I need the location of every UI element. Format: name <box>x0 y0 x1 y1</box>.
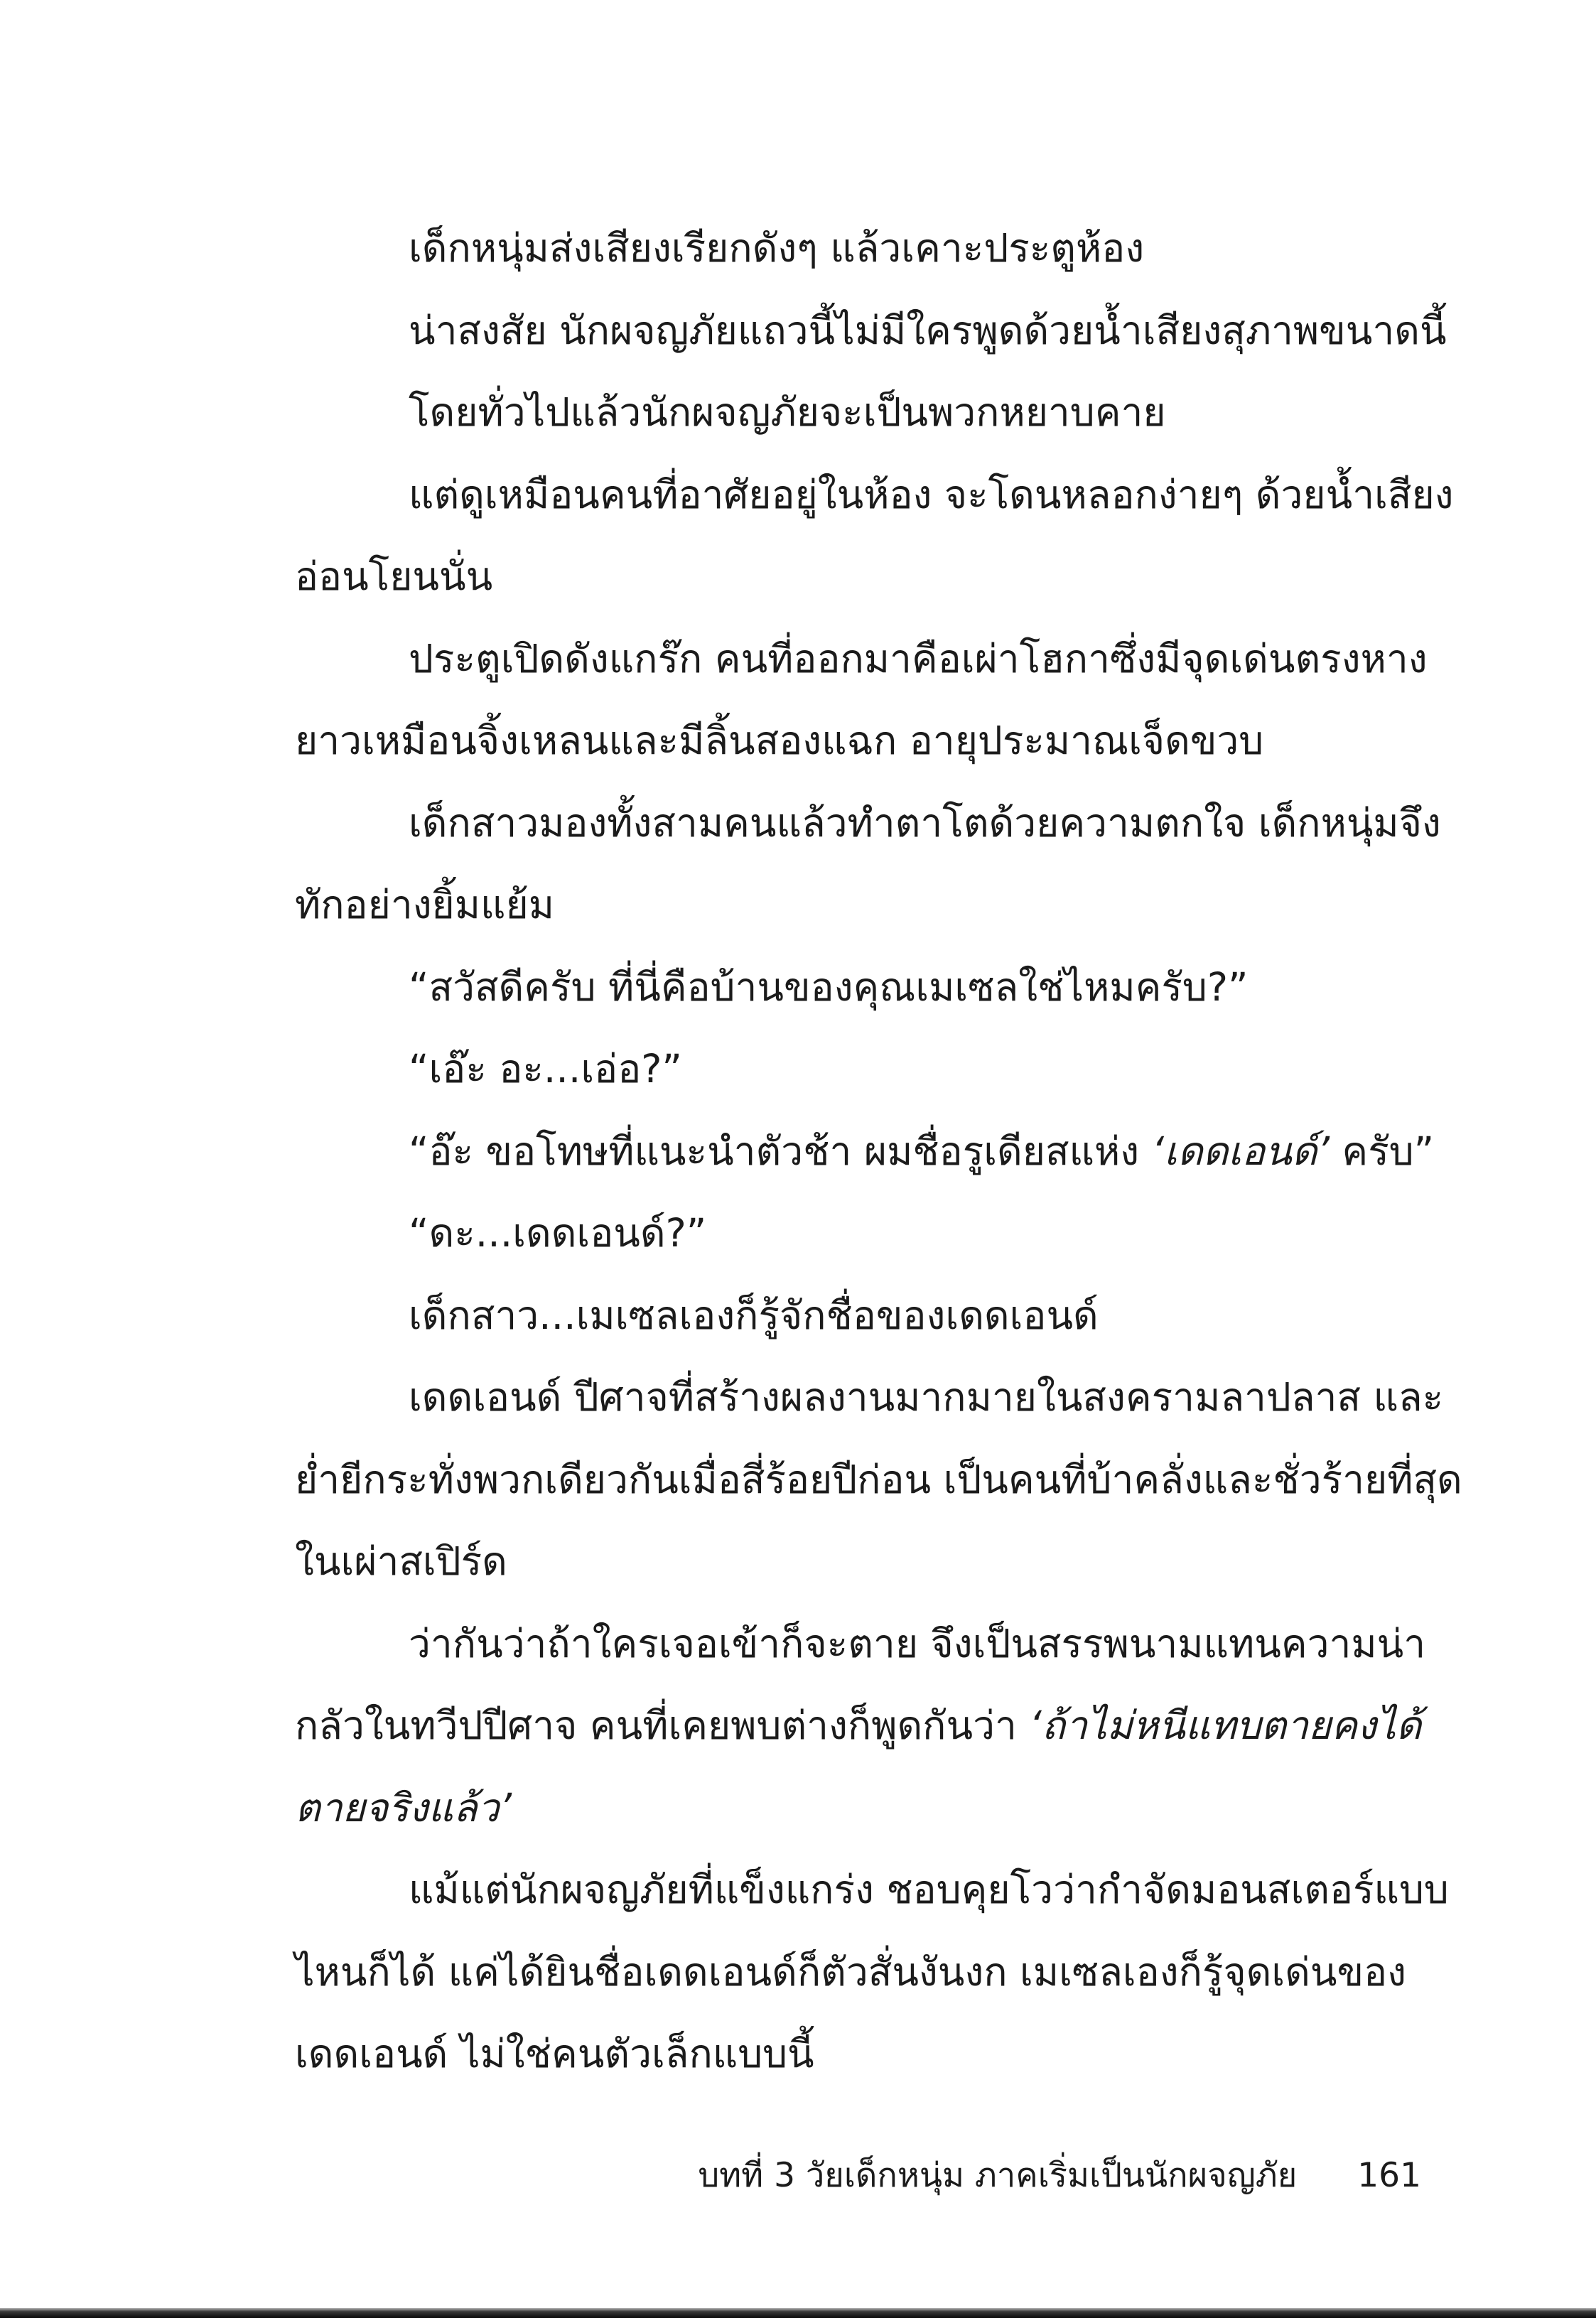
text-segment: เดดเอนด์ ไม่ใช่คนตัวเล็กแบบนี้ <box>295 2031 814 2076</box>
text-segment: โดยทั่วไปแล้วนักผจญภัยจะเป็นพวกหยาบคาย <box>409 389 1166 435</box>
italic-phrase: ‘เดดเอนด์’ <box>1151 1128 1330 1174</box>
text-line <box>295 2013 1432 2096</box>
text-segment: ทักอย่างยิ้มแย้ม <box>295 882 554 927</box>
text-line <box>295 1767 1432 1850</box>
text-segment: อ่อนโยนนั่น <box>295 554 493 599</box>
text-line <box>295 454 1454 537</box>
text-line <box>295 1439 1462 1521</box>
text-segment: แต่ดูเหมือนคนที่อาศัยอยู่ในห้อง จะโดนหลอกง่ายๆ ด้วยน้ำเสียง <box>409 471 1454 517</box>
scan-edge-bar <box>0 2308 1596 2318</box>
page-text-block <box>295 207 1462 2096</box>
text-segment: ไหนก็ได้ แค่ได้ยินชื่อเดดเอนด์ก็ตัวสั่นงันงก เมเซลเองก็รู้จุดเด่นของ <box>295 1948 1406 1995</box>
text-line <box>295 290 1447 372</box>
italic-phrase: ตายจริงแล้ว’ <box>295 1784 512 1831</box>
text-segment: เด็กสาว...เมเซลเองก็รู้จักชื่อของเดดเอนด์ <box>409 1292 1099 1338</box>
text-segment: แม้แต่นักผจญภัยที่แข็งแกร่ง ชอบคุยโวว่ากำจัดมอนสเตอร์แบบ <box>409 1867 1449 1912</box>
text-line <box>295 1521 1432 1603</box>
text-line <box>295 1028 1432 1111</box>
text-line <box>295 947 1432 1029</box>
text-segment: “เอ๊ะ อะ...เอ่อ?” <box>409 1046 682 1091</box>
text-line <box>295 1931 1432 2014</box>
text-line <box>295 372 1432 454</box>
text-line <box>295 1603 1432 1686</box>
text-segment: กลัวในทวีปปีศาจ คนที่เคยพบต่างก็พูดกันว่า <box>295 1703 1030 1748</box>
text-segment: น่าสงสัย นักผจญภัยแถวนี้ไม่มีใครพูดด้วยน้ำเสียงสุภาพขนาดนี้ <box>409 307 1447 353</box>
text-line <box>295 1275 1432 1357</box>
text-segment: “ดะ...เดดเอนด์?” <box>409 1210 707 1256</box>
text-line <box>295 1685 1432 1767</box>
text-line <box>295 782 1441 865</box>
text-segment: ว่ากันว่าถ้าใครเจอเข้าก็จะตาย จึงเป็นสรรพนามแทนความน่า <box>409 1620 1426 1666</box>
text-line <box>295 618 1432 701</box>
text-line <box>295 864 1432 947</box>
text-line <box>295 536 1432 618</box>
text-segment: เด็กสาวมองทั้งสามคนแล้วทำตาโตด้วยความตกใจ เด็กหนุ่มจึง <box>409 799 1441 846</box>
text-line <box>295 1849 1449 1931</box>
text-line <box>295 1357 1444 1439</box>
italic-phrase: ‘ถ้าไม่หนีแทบตายคงได้ <box>1029 1703 1422 1748</box>
text-line <box>295 700 1432 782</box>
page-footer <box>698 2147 1421 2204</box>
text-line <box>295 207 1432 290</box>
text-segment: ย่ำยีกระทั่งพวกเดียวกันเมื่อสี่ร้อยปีก่อน เป็นคนที่บ้าคลั่งและชั่วร้ายที่สุด <box>295 1456 1462 1502</box>
text-segment: ยาวเหมือนจิ้งเหลนและมีลิ้นสองแฉก อายุประมาณเจ็ดขวบ <box>295 718 1264 763</box>
footer-page-number: 161 <box>1357 2156 1421 2195</box>
text-segment: “อ๊ะ ขอโทษที่แนะนำตัวช้า ผมชื่อรูเดียสแห่ง <box>409 1128 1152 1174</box>
footer-chapter-title: บทที่ 3 วัยเด็กหนุ่ม ภาคเริ่มเป็นนักผจญภัย <box>698 2156 1298 2195</box>
text-segment: “สวัสดีครับ ที่นี่คือบ้านของคุณเมเซลใช่ไหมครับ?” <box>409 964 1249 1010</box>
text-line <box>295 1192 1432 1275</box>
text-segment: เด็กหนุ่มส่งเสียงเรียกดังๆ แล้วเคาะประตูห้อง <box>409 225 1145 271</box>
text-segment: ครับ” <box>1329 1128 1435 1174</box>
text-line <box>295 1111 1435 1193</box>
text-segment: เดดเอนด์ ปีศาจที่สร้างผลงานมากมายในสงครามลาปลาส และ <box>409 1374 1444 1420</box>
text-segment: ประตูเปิดดังแกร๊ก คนที่ออกมาคือเผ่าโฮกาซึ่งมีจุดเด่นตรงหาง <box>409 635 1428 681</box>
text-segment: ในเผ่าสเปิร์ด <box>295 1538 507 1584</box>
